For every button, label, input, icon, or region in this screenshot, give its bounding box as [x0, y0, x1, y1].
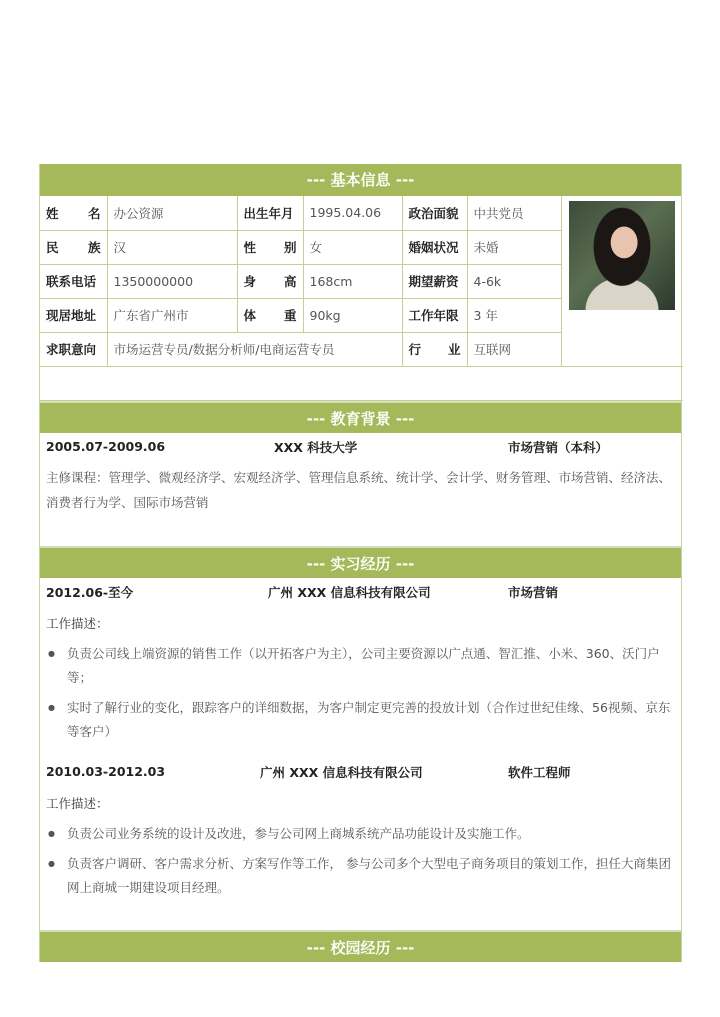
- work-desc-item: ● 负责公司线上端资源的销售工作（以开拓客户为主），公司主要资源以广点通、智汇推、小米、360、沃门户等；: [46, 642, 675, 690]
- section-header-campus: --- 校园经历 ---: [40, 930, 681, 962]
- marital-label: 婚姻状况: [402, 230, 467, 264]
- gender-label: 性别: [237, 230, 303, 264]
- education-courses: 主修课程：管理学、微观经济学、宏观经济学、管理信息系统、统计学、会计学、财务管理、市场营销、经济法、消费者行为学、国际市场营销: [46, 469, 672, 510]
- phone-label: 联系电话: [40, 264, 107, 298]
- section-header-basic-info: --- 基本信息 ---: [40, 164, 681, 196]
- internship-entry: [46, 758, 675, 900]
- years-value: 3 年: [467, 298, 561, 332]
- education-period: 2005.07-2009.06: [46, 439, 166, 454]
- resume: [39, 164, 682, 962]
- salary-value: 4-6k: [467, 264, 561, 298]
- height-label: 身高: [237, 264, 303, 298]
- political-value: 中共党员: [467, 196, 561, 230]
- work-desc-item: ● 负责公司业务系统的设计及改进，参与公司网上商城系统产品功能设计及实施工作。: [46, 822, 675, 846]
- internship-company: 广州 XXX 信息科技有限公司: [260, 764, 423, 780]
- height-value: 168cm: [303, 264, 402, 298]
- address-value: 广东省广州市: [107, 298, 237, 332]
- intent-label: 求职意向: [40, 332, 107, 366]
- industry-label: 行业: [402, 332, 467, 366]
- section-header-internship: --- 实习经历 ---: [40, 546, 681, 578]
- internship-period: 2010.03-2012.03: [46, 764, 166, 779]
- section-header-education: --- 教育背景 ---: [40, 401, 681, 433]
- spacer: [40, 366, 683, 400]
- work-desc-item: ● 实时了解行业的变化，跟踪客户的详细数据，为客户制定更完善的投放计划（合作过世纪佳缘、56视频、京东等客户）: [46, 696, 675, 744]
- work-desc-label: 工作描述：: [46, 795, 109, 811]
- internship-company: 广州 XXX 信息科技有限公司: [268, 584, 431, 600]
- photo-cell: [561, 196, 683, 366]
- weight-label: 体重: [237, 298, 303, 332]
- work-desc-list: [46, 642, 675, 744]
- name-value: 办公资源: [107, 196, 237, 230]
- internship-period: 2012.06-至今: [46, 584, 134, 600]
- internship-role: 市场营销: [508, 584, 559, 600]
- political-label: 政治面貌: [402, 196, 467, 230]
- weight-value: 90kg: [303, 298, 402, 332]
- industry-value: 互联网: [467, 332, 561, 366]
- education-row: [46, 433, 675, 461]
- years-label: 工作年限: [402, 298, 467, 332]
- basic-info-table: [40, 196, 683, 401]
- salary-label: 期望薪资: [402, 264, 467, 298]
- internship-row: [46, 578, 675, 606]
- name-label: 姓名: [40, 196, 107, 230]
- work-desc-item: ● 负责客户调研、客户需求分析、方案写作等工作， 参与公司多个大型电子商务项目的策划工作，担任大商集团网上商城一期建设项目经理。: [46, 852, 675, 900]
- gender-value: 女: [303, 230, 402, 264]
- internship-role: 软件工程师: [508, 764, 571, 780]
- marital-value: 未婚: [467, 230, 561, 264]
- ethnicity-label: 民族: [40, 230, 107, 264]
- education-school: XXX 科技大学: [274, 439, 358, 455]
- education-major: 市场营销（本科）: [508, 439, 609, 455]
- intent-value: 市场运营专员/数据分析师/电商运营专员: [107, 332, 402, 366]
- address-label: 现居地址: [40, 298, 107, 332]
- internship-entry: [46, 578, 675, 744]
- birth-label: 出生年月: [237, 196, 303, 230]
- education-block: [40, 433, 681, 546]
- work-desc-list: [46, 822, 675, 900]
- internship-block: [40, 578, 681, 930]
- ethnicity-value: 汉: [107, 230, 237, 264]
- internship-row: [46, 758, 675, 786]
- work-desc-label: 工作描述：: [46, 615, 109, 631]
- profile-photo: [569, 201, 675, 310]
- phone-value: 1350000000: [107, 264, 237, 298]
- birth-value: 1995.04.06: [303, 196, 402, 230]
